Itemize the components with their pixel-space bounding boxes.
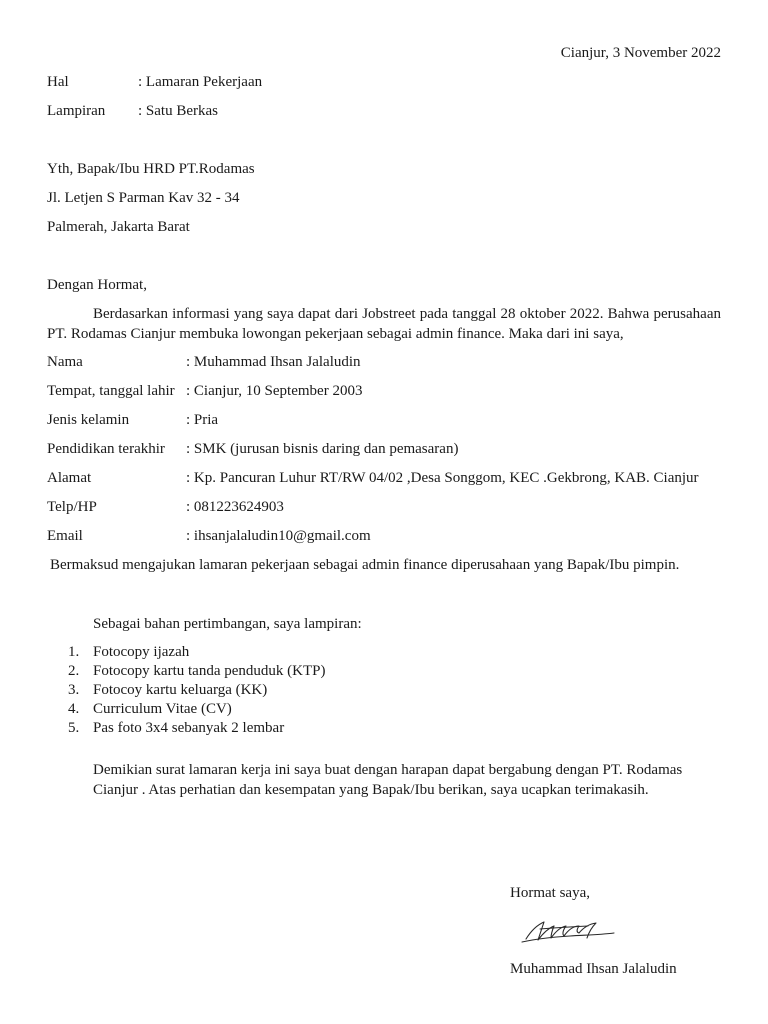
list-item — [47, 643, 325, 662]
list-number: 2. — [68, 663, 80, 679]
list-item — [47, 719, 325, 738]
recipient-line: Yth, Bapak/Ibu HRD PT.Rodamas — [47, 161, 255, 177]
detail-label: Nama — [47, 354, 83, 370]
detail-label: Alamat — [47, 470, 92, 486]
attachment-list — [47, 643, 325, 738]
regards-text: Hormat saya, — [510, 885, 590, 901]
detail-value: : Kp. Pancuran Luhur RT/RW 04/02 ,Desa Songgom, KEC .Gekbrong, KAB. Cianjur — [186, 470, 699, 486]
detail-value: : Cianjur, 10 September 2003 — [186, 383, 363, 399]
handwritten-signature — [518, 915, 618, 947]
detail-value: : 081223624903 — [186, 499, 284, 515]
recipient-line: Jl. Letjen S Parman Kav 32 - 34 — [47, 190, 240, 206]
list-number: 5. — [68, 720, 80, 736]
detail-label: Jenis kelamin — [47, 412, 130, 428]
salutation: Dengan Hormat, — [47, 277, 147, 293]
list-item — [47, 681, 325, 700]
detail-label: Email — [47, 528, 83, 544]
detail-label: Pendidikan terakhir — [47, 441, 165, 457]
list-item-text: Fotocopy ijazah — [93, 644, 190, 660]
attachment-value: : Satu Berkas — [138, 103, 218, 119]
intent-sentence: Bermaksud mengajukan lamaran pekerjaan sebagai admin finance diperusahaan yang Bapak/Ibu pimpin. — [50, 557, 680, 573]
subject-value: : Lamaran Pekerjaan — [138, 74, 263, 90]
list-item-text: Fotocopy kartu tanda penduduk (KTP) — [93, 663, 326, 679]
detail-value: : ihsanjalaludin10@gmail.com — [186, 528, 371, 544]
detail-label: Tempat, tanggal lahir — [47, 383, 175, 399]
list-number: 1. — [68, 644, 80, 660]
list-number: 4. — [68, 701, 80, 717]
list-item — [47, 700, 325, 719]
detail-value: : Pria — [186, 412, 219, 428]
recipient-line: Palmerah, Jakarta Barat — [47, 219, 190, 235]
list-item — [47, 662, 325, 681]
closing-paragraph: Demikian surat lamaran kerja ini saya buat dengan harapan dapat bergabung dengan PT. Rodamas Cianjur . Atas perhatian dan kesempatan yang Bapak/Ibu berikan, saya ucapkan terimakasih. — [93, 762, 683, 798]
list-item-text: Fotocoy kartu keluarga (KK) — [93, 682, 268, 698]
letter-date: Cianjur, 3 November 2022 — [560, 45, 721, 61]
subject-label: Hal — [47, 74, 69, 90]
list-item-text: Curriculum Vitae (CV) — [93, 701, 232, 717]
intro-paragraph: Berdasarkan informasi yang saya dapat dari Jobstreet pada tanggal 28 oktober 2022. Bahwa perusahaan PT. Rodamas Cianjur membuka lowongan pekerjaan sebagai admin finance. Maka dari ini saya, — [47, 306, 721, 342]
detail-label: Telp/HP — [47, 499, 97, 515]
consideration-heading: Sebagai bahan pertimbangan, saya lampiran: — [93, 616, 362, 632]
attachment-label: Lampiran — [47, 103, 106, 119]
list-number: 3. — [68, 682, 80, 698]
detail-value: : SMK (jurusan bisnis daring dan pemasaran) — [186, 441, 459, 457]
detail-value: : Muhammad Ihsan Jalaludin — [186, 354, 361, 370]
signer-name: Muhammad Ihsan Jalaludin — [510, 961, 677, 977]
list-item-text: Pas foto 3x4 sebanyak 2 lembar — [93, 720, 285, 736]
